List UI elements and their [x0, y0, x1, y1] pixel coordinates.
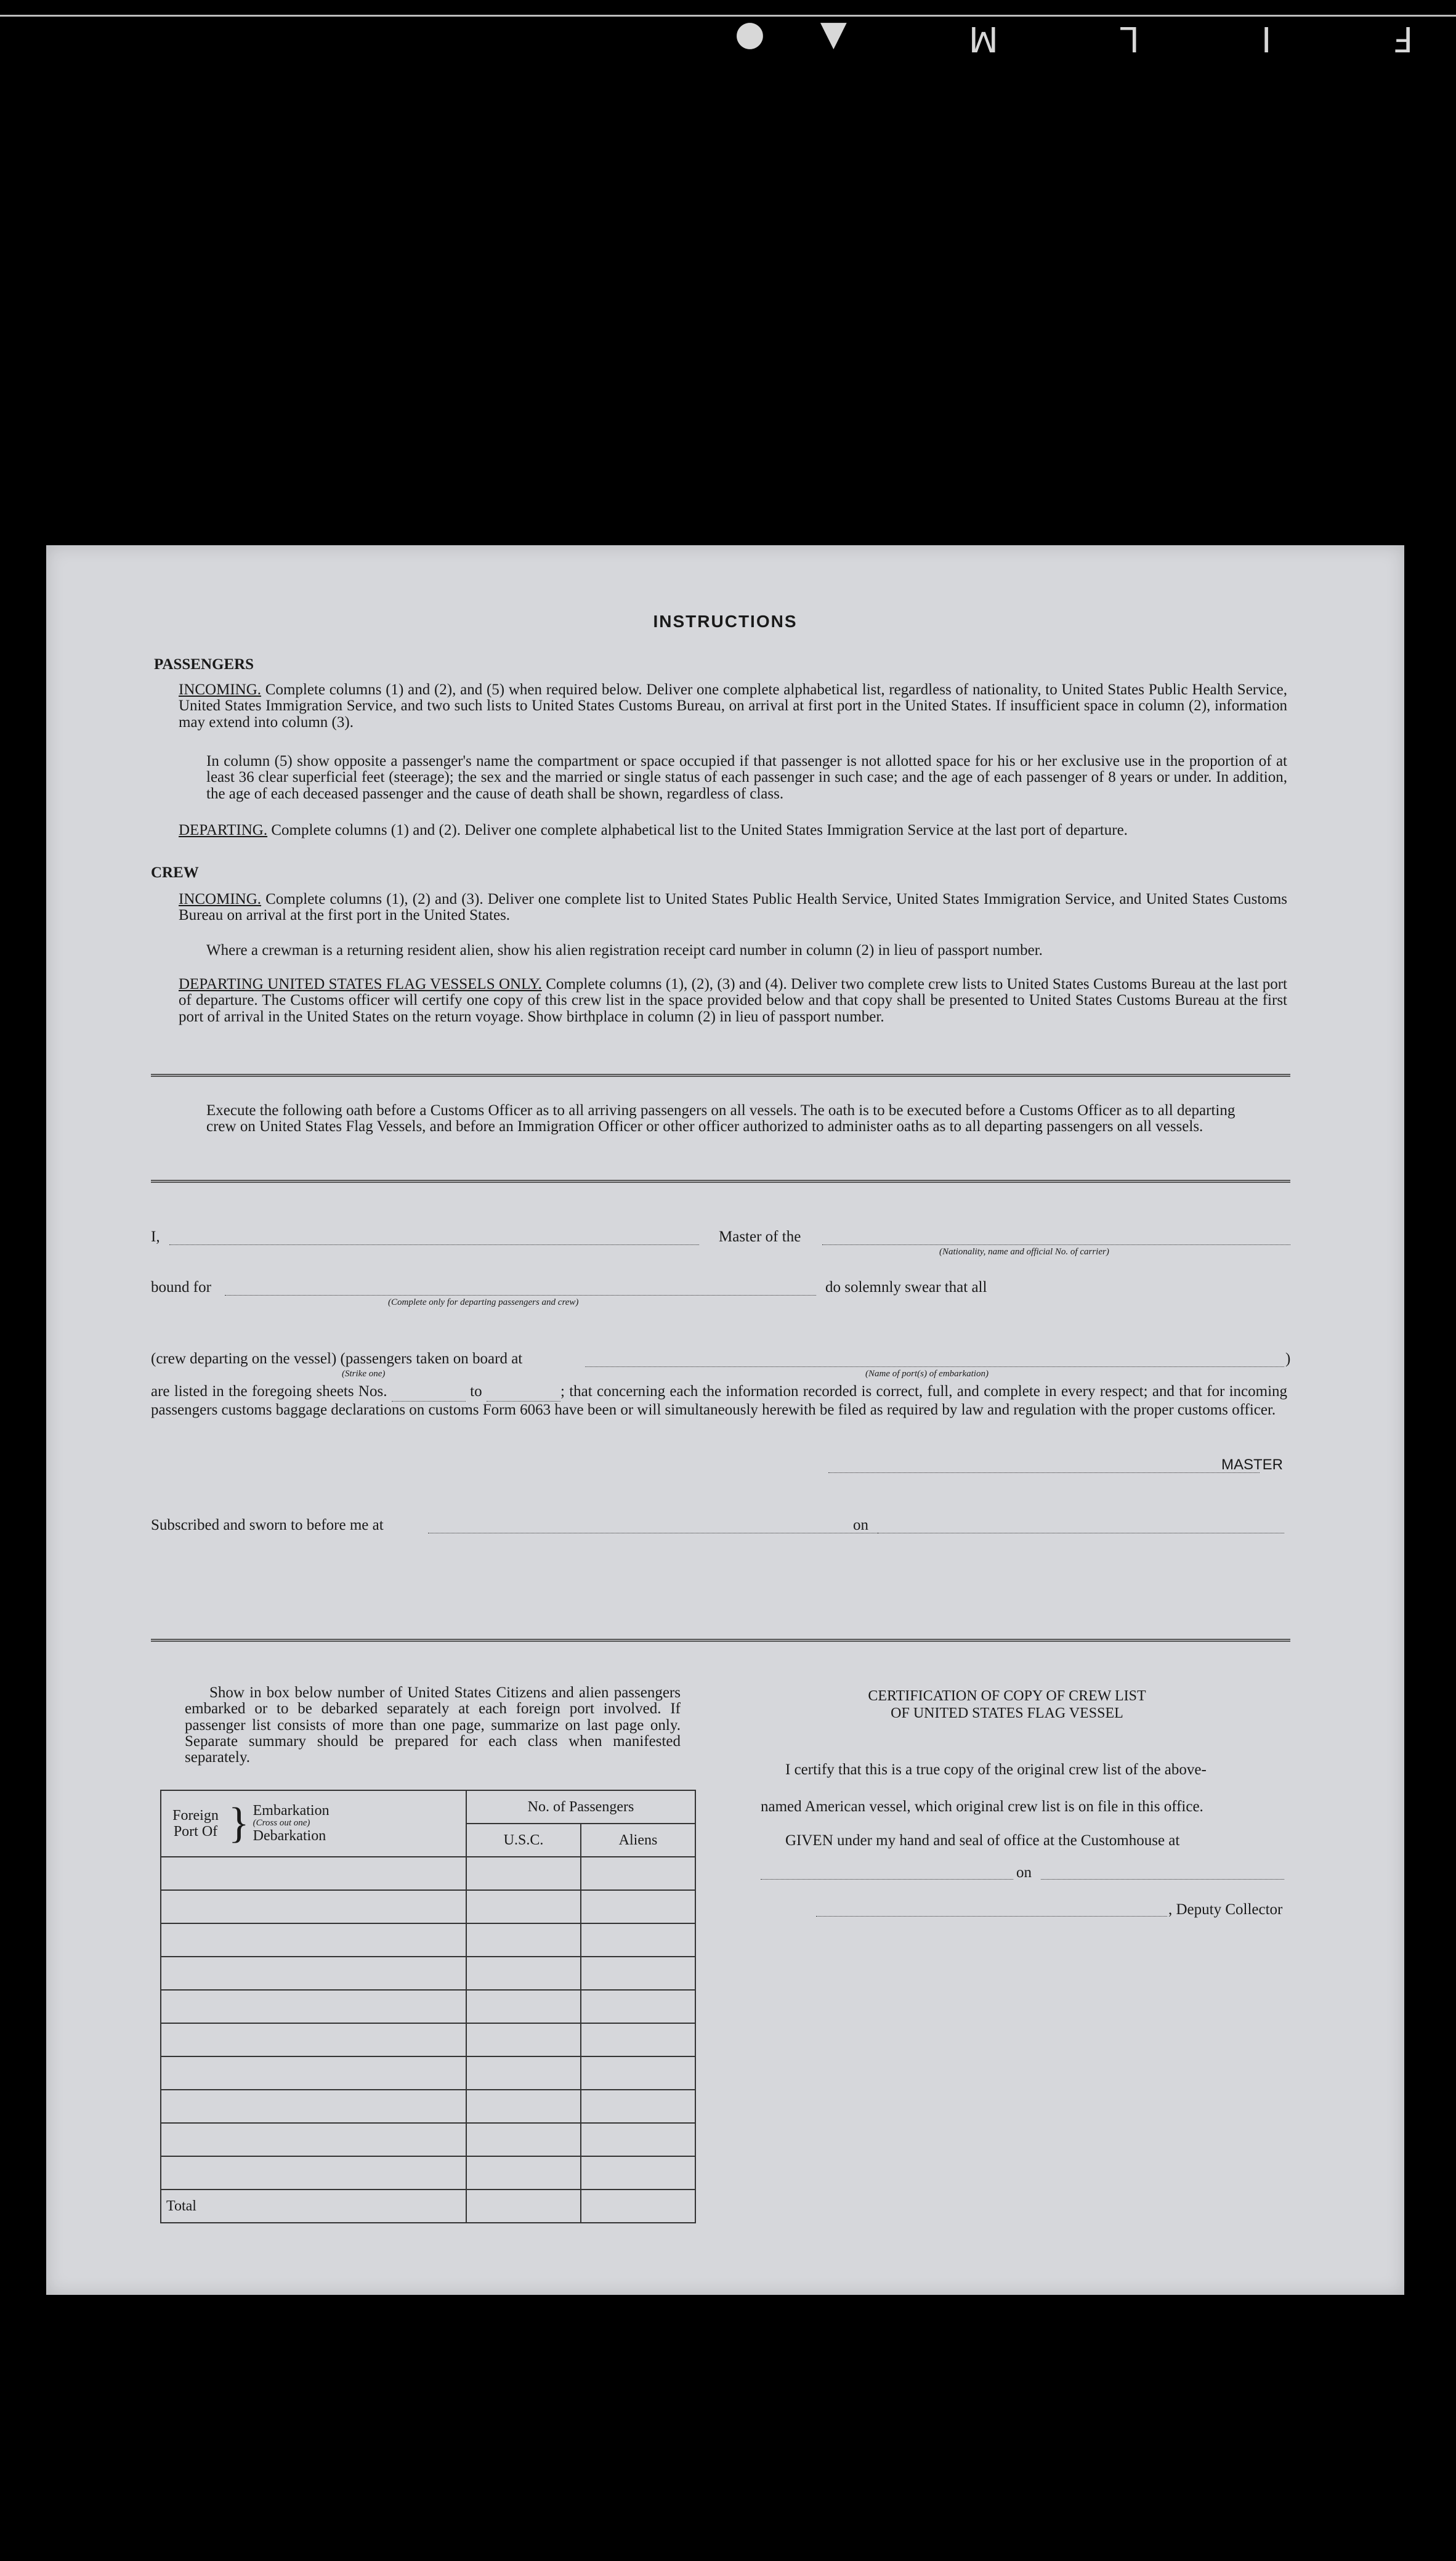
nationality-note: (Nationality, name and official No. of carrier)	[939, 1247, 1109, 1257]
passengers-column5: In column (5) show opposite a passenger's name the compartment or space occupied if that passenger is not allotted space for his or her exclusive use in the proportion of at least 36 clear superficial feet (steerage); the sex and the married or single status of each passenger in such case; and the age of each passenger of 8 years or under. In addition, the age of each deceased passenger and the cause of death shall be shown, regardless of class.	[206, 753, 1287, 802]
table-cell[interactable]	[161, 2156, 466, 2190]
table-cell[interactable]	[466, 2123, 581, 2156]
total-row	[161, 2190, 695, 2223]
brace-glyph: }	[229, 1800, 249, 1847]
crew-incoming-text: Complete columns (1), (2) and (3). Deliver one complete list to United States Public Health Service, United States Immigration Service, and United States Customs Bureau on arrival at the first port in the United States.	[179, 891, 1288, 924]
table-cell[interactable]	[466, 2090, 581, 2123]
no-passengers-header: No. of Passengers	[466, 1790, 695, 1824]
certify-line1: I certify that this is a true copy of the original crew list of the above-	[785, 1761, 1207, 1778]
crew-departing	[179, 976, 1287, 1025]
table-cell[interactable]	[161, 1923, 466, 1957]
cert-on-label: on	[1016, 1864, 1032, 1881]
table-row	[161, 1857, 695, 1890]
table-cell[interactable]	[161, 1957, 466, 1990]
summary-text: Show in box below number of United States Citizens and alien passengers embarked or to be debarked separately at each foreign port involved. If passenger list consists of more than one page, summarize on last page only. Separate summary should be prepared for each class when manifested separately.	[185, 1684, 681, 1766]
aliens-header: Aliens	[581, 1824, 695, 1857]
carrier-field[interactable]	[822, 1244, 1290, 1245]
passengers-incoming-text: Complete columns (1) and (2), and (5) when required below. Deliver one complete alphabetical list, regardless of nationality, to United States Public Health Service, United States Immigration Service, and two such lists to United States Customs Bureau, on arrival at first port in the United States. If insufficient space in column (2), information may extend into column (3).	[179, 681, 1288, 731]
table-row	[161, 2123, 695, 2156]
swear-text: do solemnly swear that all	[825, 1279, 987, 1296]
table-row	[161, 1890, 695, 1923]
port-header	[161, 1790, 466, 1857]
embarkation-label: Embarkation	[253, 1802, 330, 1819]
sheet-to-field[interactable]	[487, 1383, 560, 1402]
passengers-departing	[179, 822, 1287, 838]
master-name-field[interactable]	[169, 1244, 699, 1245]
table-cell[interactable]	[581, 1857, 695, 1890]
passengers-heading: PASSENGERS	[154, 656, 254, 673]
table-cell[interactable]	[466, 1890, 581, 1923]
master-signature-field[interactable]	[828, 1472, 1260, 1473]
table-cell[interactable]	[161, 2023, 466, 2056]
certify-line2: named American vessel, which original crew list is on file in this office.	[761, 1798, 1203, 1815]
table-cell[interactable]	[581, 2123, 695, 2156]
table-cell[interactable]	[581, 2090, 695, 2123]
table-cell[interactable]	[466, 1957, 581, 1990]
ports-field[interactable]	[585, 1366, 1284, 1367]
crew-incoming	[179, 891, 1287, 924]
passengers-departing-label: DEPARTING.	[179, 822, 268, 838]
ports-note: (Name of port(s) of embarkation)	[865, 1369, 989, 1379]
table-cell[interactable]	[466, 1990, 581, 2023]
subscribed-on-label: on	[853, 1517, 868, 1533]
divider	[151, 1639, 1290, 1642]
listed-text-a: are listed in the foregoing sheets Nos.	[151, 1383, 387, 1400]
crew-incoming-label: INCOMING.	[179, 891, 262, 907]
deputy-collector-label: , Deputy Collector	[1168, 1901, 1283, 1918]
table-cell[interactable]	[466, 1923, 581, 1957]
page-title: INSTRUCTIONS	[653, 612, 798, 631]
bound-for-label: bound for	[151, 1279, 211, 1296]
cert-date-field[interactable]	[1041, 1879, 1284, 1880]
subscribed-label: Subscribed and sworn to before me at	[151, 1517, 384, 1533]
oath-intro: Execute the following oath before a Customs Officer as to all arriving passengers on all vessels. The oath is to be executed before a Customs Officer as to all departing crew on United States Flag Vessels, and before an Immigration Officer or other officer authorized to administer oaths as to all departing passengers on all vessels.	[206, 1102, 1236, 1135]
crew-departing-text: Complete columns (1), (2), (3) and (4). Deliver two complete crew lists to United States Customs Bureau at the last port of departure. The Customs officer will certify one copy of this crew list in the space provided below and that copy shall be presented to United States Customs Bureau at the first port of arrival in the United States on the return voyage. Show birthplace in column (2) in lieu of passport number.	[179, 976, 1288, 1025]
table-row	[161, 2056, 695, 2090]
listed-text-b: ; that concerning each the information recorded is correct, full, and complete in every respect; and that for incoming passengers customs baggage declarations on customs Form 6063 have been or will simultaneously herewith be filed as required by law and regulation with the proper customs officer.	[151, 1383, 1288, 1418]
master-label: MASTER	[1221, 1456, 1284, 1473]
complete-note: (Complete only for departing passengers and crew)	[388, 1297, 579, 1307]
table-row	[161, 1990, 695, 2023]
certification-title	[736, 1688, 1278, 1722]
close-paren: )	[1285, 1350, 1291, 1367]
sheet-from-field[interactable]	[392, 1383, 466, 1402]
given-text: GIVEN under my hand and seal of office at the Customhouse at	[785, 1832, 1180, 1849]
table-cell[interactable]	[161, 2123, 466, 2156]
table-row	[161, 1957, 695, 1990]
passengers-incoming	[179, 682, 1287, 731]
usc-header: U.S.C.	[466, 1824, 581, 1857]
film-strip	[0, 15, 1456, 17]
table-cell[interactable]	[161, 1990, 466, 2023]
table-cell[interactable]	[161, 1857, 466, 1890]
deputy-signature-field[interactable]	[816, 1916, 1167, 1917]
divider	[151, 1074, 1290, 1077]
passengers-incoming-label: INCOMING.	[179, 681, 262, 698]
crew-departing-label: DEPARTING UNITED STATES FLAG VESSELS ONLY.	[179, 976, 542, 992]
customhouse-field[interactable]	[761, 1879, 1013, 1880]
table-row	[161, 1923, 695, 1957]
total-label: Total	[161, 2190, 466, 2223]
embark-debark	[253, 1803, 330, 1844]
strike-note: (Strike one)	[342, 1369, 386, 1379]
table-cell[interactable]	[581, 1990, 695, 2023]
table-cell[interactable]	[581, 2023, 695, 2056]
table-cell[interactable]	[466, 2023, 581, 2056]
table-cell[interactable]	[581, 1890, 695, 1923]
table-row	[161, 2156, 695, 2190]
table-cell[interactable]	[466, 2056, 581, 2090]
table-cell[interactable]	[466, 2156, 581, 2190]
listed-text	[151, 1383, 1287, 1419]
cross-out-note: (Cross out one)	[253, 1818, 310, 1828]
table-row	[161, 2090, 695, 2123]
debarkation-label: Debarkation	[253, 1827, 326, 1844]
bound-for-field[interactable]	[225, 1295, 816, 1296]
table-cell[interactable]	[581, 2056, 695, 2090]
oath-i-label: I,	[151, 1228, 160, 1245]
crew-heading: CREW	[151, 864, 199, 881]
certification-title-line1: CERTIFICATION OF COPY OF CREW LIST	[868, 1688, 1146, 1704]
table-cell[interactable]	[161, 2056, 466, 2090]
table-row	[161, 2023, 695, 2056]
table-cell[interactable]	[581, 1923, 695, 1957]
master-of-label: Master of the	[719, 1228, 801, 1245]
crew-departing-text: (crew departing on the vessel) (passengers taken on board at	[151, 1350, 523, 1367]
film-marks: F I L M ▲●	[679, 18, 1413, 59]
table-cell[interactable]	[466, 1857, 581, 1890]
certification-title-line2: OF UNITED STATES FLAG VESSEL	[891, 1705, 1123, 1721]
foreign-port-of: Foreign Port Of	[172, 1807, 219, 1840]
form-page	[46, 545, 1404, 2295]
divider	[151, 1180, 1290, 1183]
passenger-summary-table	[160, 1790, 696, 2223]
crew-resident: Where a crewman is a returning resident alien, show his alien registration receipt card number in column (2) in lieu of passport number.	[206, 942, 1043, 959]
table-cell[interactable]	[581, 2156, 695, 2190]
total-aliens-cell[interactable]	[581, 2190, 695, 2223]
table-cell[interactable]	[161, 2090, 466, 2123]
table-cell[interactable]	[581, 1957, 695, 1990]
passengers-departing-text: Complete columns (1) and (2). Deliver one complete alphabetical list to the United States Immigration Service at the last port of departure.	[271, 822, 1128, 838]
total-usc-cell[interactable]	[466, 2190, 581, 2223]
listed-to: to	[470, 1383, 482, 1400]
table-cell[interactable]	[161, 1890, 466, 1923]
